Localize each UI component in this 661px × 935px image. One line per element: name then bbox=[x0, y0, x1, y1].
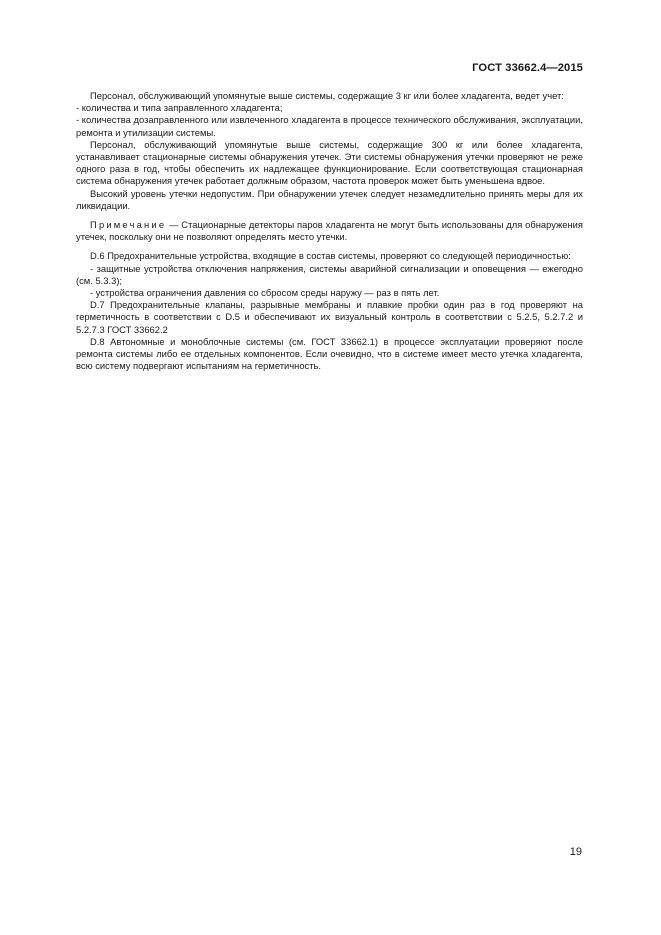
note bbox=[76, 219, 583, 243]
list-item-d6-five-years: - устройства ограничения давления со сбросом среды наружу — раз в пять лет. bbox=[90, 287, 440, 299]
list-item-refrigerant-amount: - количества дозаправленного или извлеченного хладагента в процессе технического обслуживания, эксплуатации, ремонта и утилизации системы. bbox=[76, 114, 583, 138]
section-d7: D.7 Предохранительные клапаны, разрывные мембраны и плавкие пробки один раз в год проверяют на герметичность в соответствии с D.5 и обеспечивают их визуальный контроль в соответствии с 5.2.5, 5.2.7.2 и 5.2.7.3 ГОСТ 33662.2 bbox=[76, 299, 583, 335]
section-d8: D.8 Автономные и моноблочные системы (см. ГОСТ 33662.1) в процессе эксплуатации проверяют после ремонта системы либо ее отдельных компонентов. Если очевидно, что в системе имеет место утечка хладагента, всю систему подвергают испытаниям на герметичность. bbox=[76, 335, 583, 372]
note-text: — Стационарные детекторы паров хладагента не могут быть использованы для обнаружения утечек, поскольку они не позволяют определять место утечки. bbox=[76, 219, 583, 243]
list-item-refrigerant-type: - количества и типа заправленного хладагента; bbox=[76, 102, 283, 114]
section-d6: D.6 Предохранительные устройства, входящие в состав системы, проверяют со следующей периодичностью: bbox=[90, 250, 571, 262]
page-body bbox=[76, 90, 583, 372]
paragraph-high-leakage: Высокий уровень утечки недопустим. При обнаружении утечек следует незамедлительно принять меры для их ликвидации. bbox=[76, 187, 583, 211]
note-label: Примечание bbox=[90, 219, 167, 231]
page-number: 19 bbox=[569, 846, 582, 858]
paragraph-leak-detection-systems: Персонал, обслуживающий упомянутые выше системы, содержащие 300 кг или более хладагента, устанавливает стационарные системы обнаружения утечек. Эти системы обнаружения утечки проверяют не реже одного раза в год, чтобы обеспечить их надлежащее функционирование. Если соответствующая стационарная система обнаружения утечек работает должным образом, частота проверок может быть уменьшена вдвое. bbox=[76, 138, 583, 187]
paragraph-record-keeping: Персонал, обслуживающий упомянутые выше системы, содержащие 3 кг или более хладагента, ведет учет: bbox=[90, 90, 564, 101]
standard-designation: ГОСТ 33662.4—2015 bbox=[472, 62, 583, 74]
list-item-d6-annual: - защитные устройства отключения напряжения, системы аварийной сигнализации и оповещения — ежегодно (см. 5.3.3); bbox=[76, 262, 583, 286]
